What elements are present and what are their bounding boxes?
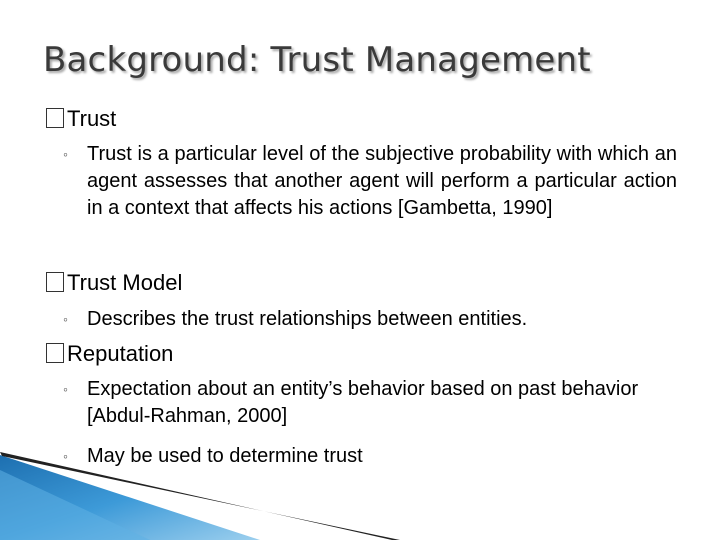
small-circle-icon: ◦ xyxy=(63,146,68,162)
small-circle-icon: ◦ xyxy=(63,448,68,464)
sub-bullet-text: Describes the trust relationships between entities. xyxy=(87,308,528,330)
bullet-reputation xyxy=(46,341,173,367)
sub-bullet-text: May be used to determine trust xyxy=(87,445,363,467)
decorative-swoosh xyxy=(0,440,400,540)
sub-bullet-text: Trust is a particular level of the subjective probability with which an agent assesses that another agent will perform a particular action in a context that affects his actions [Gambetta, 1990] xyxy=(87,143,677,219)
hollow-square-icon xyxy=(46,108,64,128)
small-circle-icon: ◦ xyxy=(63,381,68,397)
hollow-square-icon xyxy=(46,272,64,292)
bullet-trust-model xyxy=(46,270,182,296)
bullet-trust xyxy=(46,106,116,132)
small-circle-icon: ◦ xyxy=(63,311,68,327)
bullet-label: Reputation xyxy=(67,341,174,366)
bullet-label: Trust xyxy=(67,106,117,131)
bullet-label: Trust Model xyxy=(67,270,183,295)
slide-title: Background: Trust Management xyxy=(43,40,591,80)
sub-bullet-trust-model xyxy=(63,306,687,333)
sub-bullet-trust-definition xyxy=(63,141,677,222)
sub-bullet-text: Expectation about an entity’s behavior based on past behavior [Abdul-Rahman, 2000] xyxy=(87,378,639,427)
sub-bullet-reputation-expectation xyxy=(63,376,657,430)
hollow-square-icon xyxy=(46,343,64,363)
